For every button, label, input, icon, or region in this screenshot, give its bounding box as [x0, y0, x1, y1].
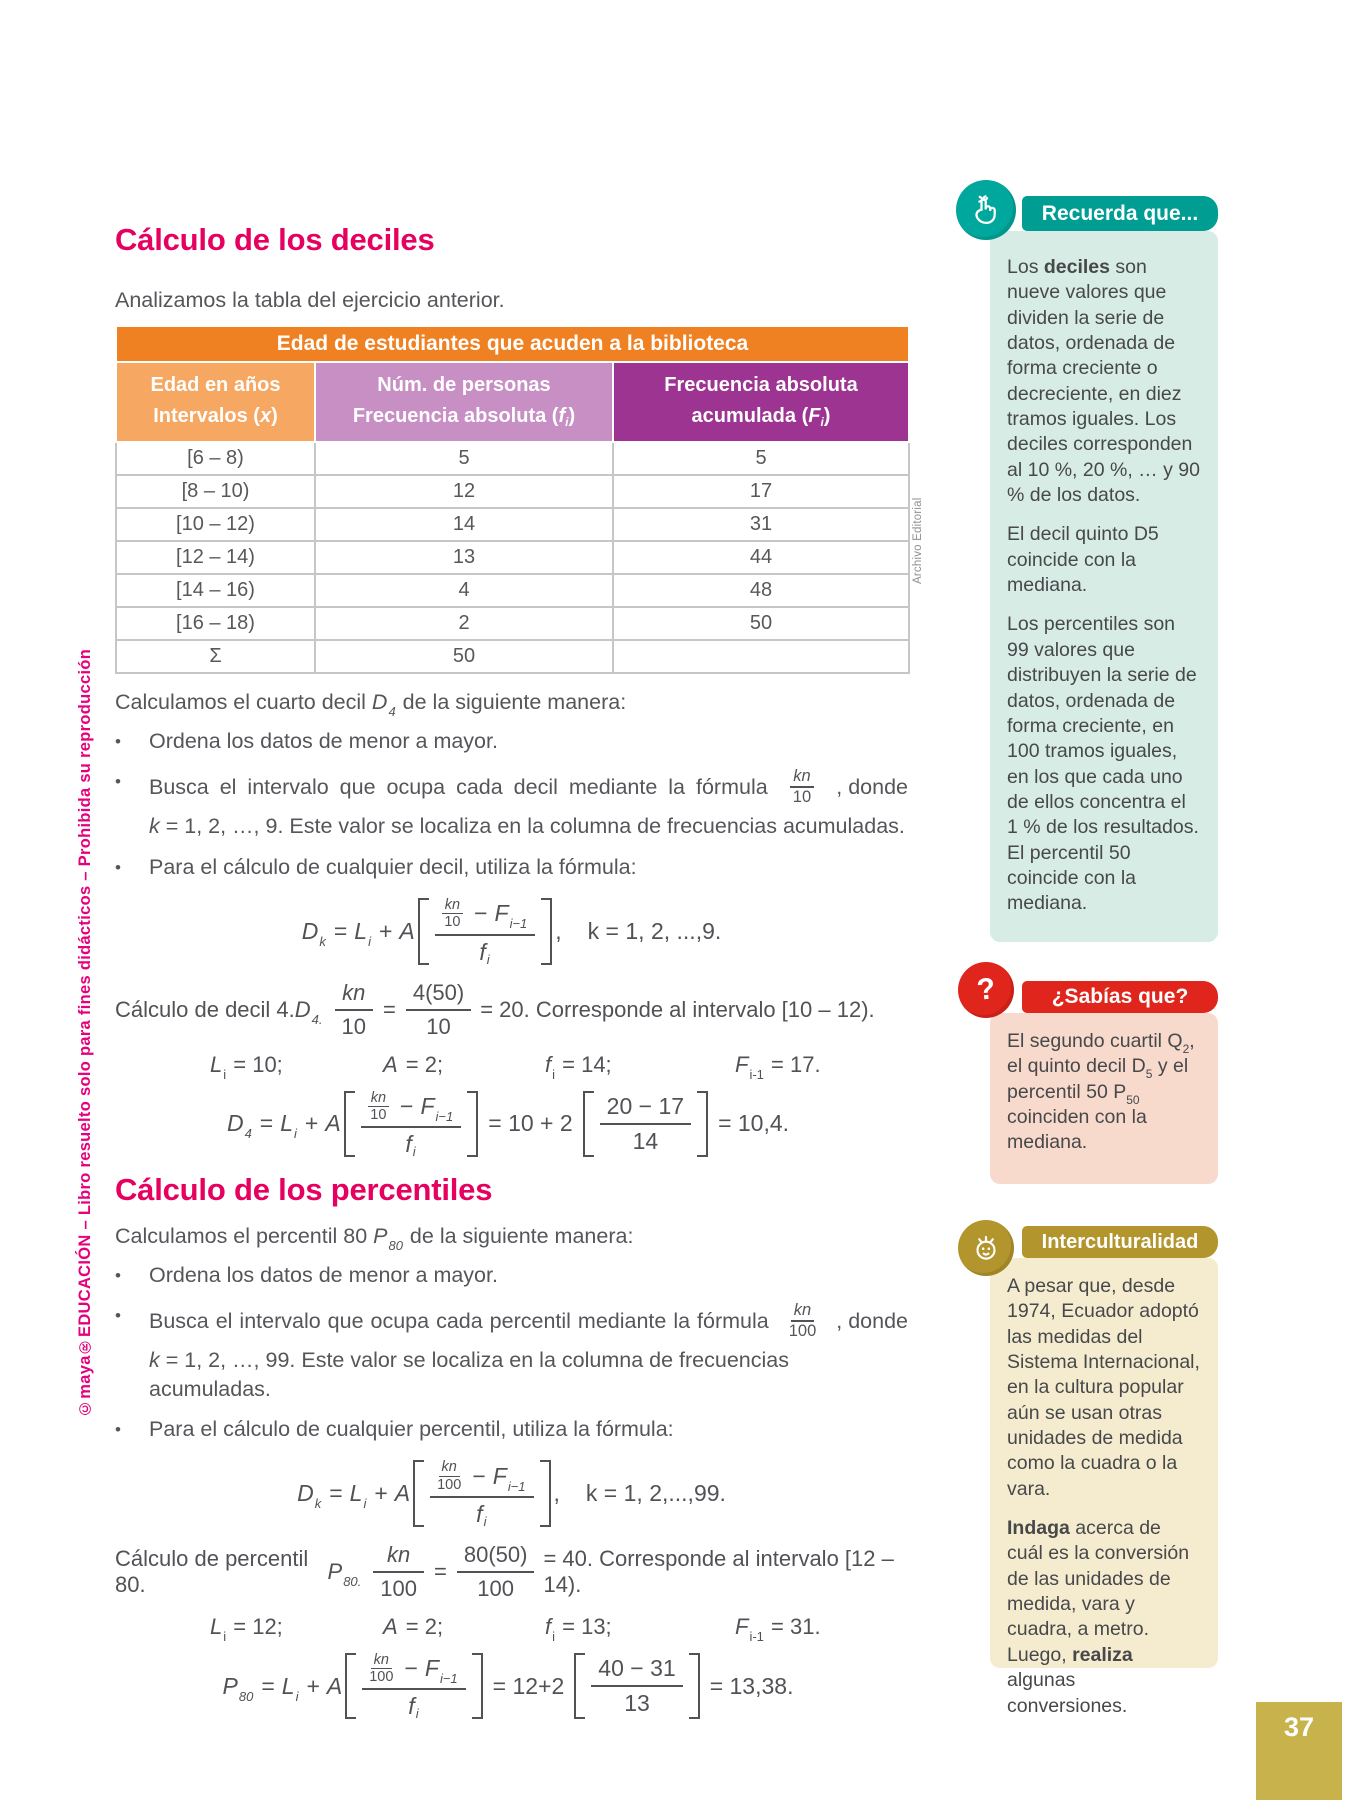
col1-line1: Edad en años [150, 374, 281, 396]
main-fraction: kn 100 − $F_{i-1}$ f i [430, 1459, 533, 1527]
decile-general-formula [115, 897, 908, 965]
formula-condition: k = 1, 2, ...,9. [587, 917, 722, 944]
equals-sign: = [434, 1558, 447, 1584]
publisher-brand: maya [76, 1355, 94, 1399]
math-term: $F_{i-1}$ [494, 900, 528, 932]
bullet-marker: • [115, 857, 121, 877]
right-bracket [689, 1653, 700, 1719]
table-cell: 2 [315, 607, 613, 640]
table-cell: 4 [315, 574, 613, 607]
table-row [116, 508, 909, 541]
col3-line2: acumulada $(F_i)$ [691, 405, 831, 429]
copyright-notice: ®EDUCACIÓN – Libro resuelto solo para fines didácticos – Prohibida su reproducción [76, 648, 94, 1356]
left-bracket [418, 898, 429, 964]
bullet-marker: • [115, 732, 121, 751]
table-cell: 50 [315, 640, 613, 673]
intro-paragraph: Analizamos la tabla del ejercicio anterior. [115, 288, 505, 312]
sabias-box-body [990, 1013, 1218, 1184]
plus-sign: + [304, 1110, 319, 1137]
minus-sign: − [404, 1655, 418, 1682]
fraction-kn-10: $\frac{kn}{10}$ [335, 980, 373, 1040]
intercultural-paragraph-1: A pesar que, desde 1974, Ecuador adoptó las medidas del Sistema Internacional, en la cultura popular aún se usan otras unidades de medida como la cuadra o la vara. [1007, 1275, 1200, 1500]
math-term: $P_{80.}$ [327, 1558, 362, 1589]
value-A: A = 2; [383, 1051, 444, 1077]
nested-fraction: kn 10 [442, 897, 463, 930]
recuerda-paragraph-2: El decil quinto D5 coincide con la mediana. [1007, 523, 1159, 597]
result-value: = 13,38. [709, 1672, 794, 1699]
percentile-example-line [115, 1542, 908, 1602]
nested-fraction: kn 100 [437, 1459, 462, 1493]
main-fraction: kn 100 − $F_{i-1}$ f i [362, 1652, 465, 1720]
bullet-order-data: • Ordena los datos de menor a mayor. [115, 727, 908, 755]
decile-result-formula [115, 1090, 908, 1158]
left-bracket [583, 1091, 594, 1157]
bullet-find-interval [115, 767, 908, 840]
table-cell: Σ [116, 640, 315, 673]
equals-sign: = [383, 996, 396, 1022]
sabias-paragraph: El segundo cuartil $Q_2$, el quinto decil $D_5$ y el percentil 50 $P_{50}$ coinciden con la mediana. [1007, 1030, 1195, 1154]
percentile-values-line [115, 1614, 908, 1646]
recuerda-paragraph-3: Los percentiles son 99 valores que distribuyen la serie de datos, ordenada de forma creciente, en 100 tramos iguales, en los que cada uno de ellos concentra el 1 % de los resultados. El percentil 50 coincide con la mediana. [1007, 613, 1199, 915]
bullet-marker: • [115, 1420, 121, 1440]
plus-sign: + [378, 917, 393, 944]
math-term: $L_i$ [280, 1110, 297, 1142]
fraction-kn-100: $\frac{kn}{100}$ [373, 1542, 424, 1602]
col3-line1: Frecuencia absoluta [664, 374, 858, 396]
col-header-intervals [116, 362, 315, 442]
minus-sign: − [472, 1462, 486, 1489]
table-cell: 14 [315, 508, 613, 541]
math-lhs: $D_k$ [297, 1480, 322, 1512]
plus-sign: + [306, 1672, 320, 1699]
nested-fraction: kn 10 [368, 1090, 389, 1123]
result-mid: = 10 + 2 [488, 1110, 573, 1137]
bullet-find-interval [115, 1301, 908, 1403]
table-row [116, 541, 909, 574]
value-L: $L_i = 12$; [210, 1613, 283, 1644]
math-term: $F_{i-1}$ [424, 1655, 458, 1687]
bullet-order-data: • Ordena los datos de menor a mayor. [115, 1261, 908, 1289]
bullet-text-line2: k = 1, 2, …, 9. Este valor se localiza en la columna de frecuencias acumuladas. [149, 814, 905, 839]
math-term: $L_i$ [281, 1672, 299, 1704]
bullet-text: , donde [836, 1308, 908, 1333]
example-text: Cálculo de percentil 80. [115, 1545, 309, 1597]
value-L: $L_i = 10$; [210, 1051, 283, 1082]
left-bracket [345, 1653, 356, 1719]
copyright-vertical-text [76, 412, 95, 1417]
question-mark-icon: ? [958, 962, 1014, 1018]
numeric-fraction: $\frac{40 - 31}{13}$ [591, 1655, 682, 1717]
section-heading-percentiles: Cálculo de los percentiles [115, 1172, 493, 1207]
value-A: A = 2; [383, 1613, 444, 1639]
bullet-text: Busca el intervalo que ocupa cada percentil mediante la fórmula [149, 1308, 769, 1333]
bullet-text: , donde [836, 774, 908, 799]
bullet-text-line2: k = 1, 2, …, 99. Este valor se localiza en la columna de frecuencias acumuladas. [149, 1348, 789, 1401]
section-heading-deciles: Cálculo de los deciles [115, 222, 435, 257]
recuerda-box-header: Recuerda que... [1022, 196, 1218, 231]
fraction-80-50-100: $\frac{80(50)}{100}$ [457, 1542, 535, 1602]
table-cell: [6 – 8) [116, 442, 315, 475]
col2-line2: Frecuencia absoluta $(f_i)$ [352, 405, 576, 429]
table-cell: [14 – 16) [116, 574, 315, 607]
decile-values-line [115, 1052, 908, 1084]
math-lhs: $D_4$ [226, 1110, 252, 1142]
equals-sign: = [333, 917, 348, 944]
table-cell: 31 [613, 508, 909, 541]
value-F: $F_{i-1} = 31$. [735, 1613, 821, 1644]
fraction-4-50-10: $\frac{4(50)}{10}$ [406, 980, 471, 1040]
table-row [116, 442, 909, 475]
main-fraction: kn 10 − $F_{i-1}$ f i [435, 897, 536, 965]
table-cell: [8 – 10) [116, 475, 315, 508]
math-term: $F_{i-1}$ [492, 1462, 526, 1494]
col-header-absolute-frequency [315, 362, 613, 442]
result-value: = 10,4. [718, 1110, 790, 1137]
math-term: $D_{4.}$ [294, 996, 323, 1027]
math-term: A [325, 1110, 341, 1137]
comma: , [553, 1480, 560, 1507]
table-cell: 48 [613, 574, 909, 607]
left-bracket [574, 1653, 585, 1719]
decile-lead-sentence: Calculamos el cuarto decil $D_4$ de la siguiente manera: [115, 690, 627, 719]
photo-credit: Archivo Editorial [912, 497, 924, 584]
value-f: $f_i = 14$; [545, 1051, 612, 1082]
math-lhs: $P_{80}$ [222, 1672, 254, 1704]
right-bracket [697, 1091, 708, 1157]
left-bracket [344, 1091, 355, 1157]
table-cell [613, 640, 909, 673]
equals-sign: = [261, 1672, 275, 1699]
copyright-symbol: © [76, 1398, 94, 1417]
nested-fraction: kn 100 [369, 1651, 394, 1686]
table-cell: [12 – 14) [116, 541, 315, 574]
table-cell: 13 [315, 541, 613, 574]
col-header-cumulative-frequency [613, 362, 909, 442]
result-mid: = 12+2 [492, 1672, 565, 1699]
col1-line2: Intervalos (x) [153, 405, 278, 427]
table-cell: 50 [613, 607, 909, 640]
table-row-total [116, 640, 909, 673]
percentile-general-formula [115, 1459, 908, 1527]
bullet-use-formula: • Para el cálculo de cualquier percentil, utiliza la fórmula: [115, 1415, 908, 1443]
math-term: $L_i$ [349, 1480, 367, 1512]
mask-icon [958, 1220, 1014, 1276]
plus-sign: + [374, 1480, 388, 1507]
sabias-box-header: ¿Sabías que? [1022, 981, 1218, 1013]
math-term: A [394, 1480, 411, 1507]
bullet-marker: • [115, 1266, 121, 1285]
percentile-result-formula [115, 1652, 908, 1720]
equals-sign: = [329, 1480, 343, 1507]
main-fraction: kn 10 − $F_{i-1}$ f i [361, 1090, 462, 1158]
equals-sign: = [259, 1110, 274, 1137]
recuerda-box-body [990, 231, 1218, 942]
bullet-marker: • [115, 1306, 121, 1326]
numeric-fraction: $\frac{20 - 17}{14}$ [600, 1093, 691, 1155]
right-bracket [472, 1653, 483, 1719]
math-term: $F_{i-1}$ [420, 1092, 454, 1124]
example-result-text: = 20. Corresponde al intervalo [10 – 12). [480, 996, 875, 1022]
value-F: $F_{i-1} = 17$. [735, 1051, 821, 1082]
bullet-text: Busca el intervalo que ocupa cada decil mediante la fórmula [149, 774, 768, 799]
table-row [116, 607, 909, 640]
percentile-lead-sentence: Calculamos el percentil 80 $P_{80}$ de la siguiente manera: [115, 1224, 634, 1253]
intercultural-box-header: Interculturalidad [1022, 1226, 1218, 1258]
table-row [116, 475, 909, 508]
reminder-hand-icon [956, 180, 1016, 240]
table-cell: 5 [613, 442, 909, 475]
math-lhs: $D_k$ [301, 917, 326, 949]
right-bracket [467, 1091, 478, 1157]
decile-example-line [115, 980, 908, 1040]
inline-fraction-kn-10: kn 10 [790, 767, 813, 806]
formula-condition: k = 1, 2,...,99. [585, 1480, 726, 1507]
left-bracket [413, 1460, 424, 1526]
math-term: A [326, 1672, 343, 1699]
table-cell: 44 [613, 541, 909, 574]
intercultural-paragraph-2: Indaga acerca de cuál es la conversión de las unidades de medida, vara y cuadra, a metro. Luego, realiza algunas conversiones. [1007, 1517, 1190, 1717]
bullet-marker: • [115, 772, 121, 792]
comma: , [555, 917, 562, 944]
frequency-table [115, 325, 910, 674]
col2-line1: Núm. de personas [377, 374, 551, 396]
example-text: Cálculo de decil 4. [115, 996, 295, 1022]
right-bracket [541, 898, 552, 964]
table-cell: 5 [315, 442, 613, 475]
main-content [115, 0, 908, 1720]
value-f: $f_i = 13$; [545, 1613, 612, 1644]
right-bracket [540, 1460, 551, 1526]
table-row [116, 574, 909, 607]
page-number: 37 [1256, 1702, 1342, 1800]
table-title: Edad de estudiantes que acuden a la biblioteca [116, 326, 909, 362]
math-term: A [399, 917, 415, 944]
table-cell: [16 – 18) [116, 607, 315, 640]
bullet-use-formula: • Para el cálculo de cualquier decil, utiliza la fórmula: [115, 853, 908, 881]
minus-sign: − [474, 900, 488, 927]
intercultural-box-body [990, 1258, 1218, 1717]
table-cell: [10 – 12) [116, 508, 315, 541]
math-term: $L_i$ [354, 917, 371, 949]
inline-fraction-kn-100: kn 100 [788, 1301, 817, 1340]
recuerda-paragraph-1: Los deciles son nueve valores que dividen la serie de datos, ordenada de forma creciente o decreciente, en diez tramos iguales. Los deciles corresponden al 10 %, 20 %, … y 90 % de los datos. [1007, 256, 1200, 507]
table-cell: 17 [613, 475, 909, 508]
minus-sign: − [400, 1092, 414, 1119]
example-result-text: = 40. Corresponde al intervalo [12 – 14). [543, 1545, 894, 1597]
table-cell: 12 [315, 475, 613, 508]
